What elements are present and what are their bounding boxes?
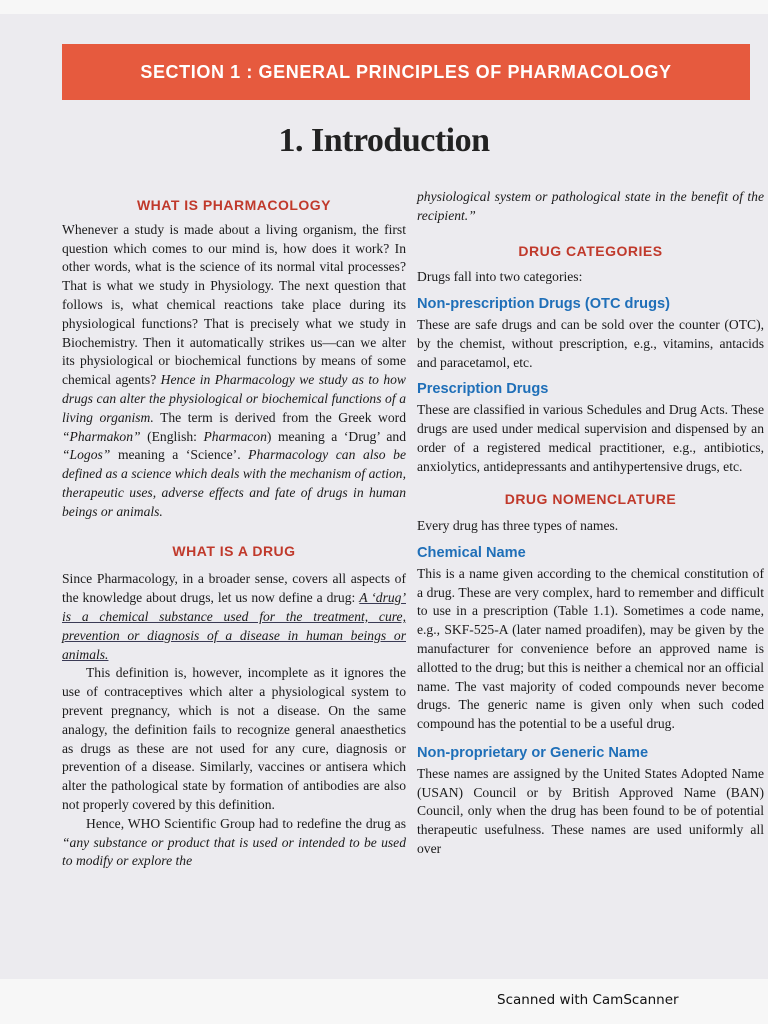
heading-what-is-a-drug: WHAT IS A DRUG	[172, 542, 296, 559]
chapter-title: 1. Introduction	[278, 122, 490, 159]
section-header-bar: SECTION 1 : GENERAL PRINCIPLES OF PHARMACOLOGY	[62, 44, 750, 100]
heading-otc-drugs: Non-prescription Drugs (OTC drugs)	[417, 296, 670, 313]
paragraph-who-definition: Hence, WHO Scientific Group had to redefine the drug as “any substance or product that is used or intended to be used to modify or explore the	[62, 815, 406, 869]
heading-what-is-pharmacology: WHAT IS PHARMACOLOGY	[136, 197, 332, 213]
paragraph-chemical-name: This is a name given according to the chemical constitution of a drug. These are very complex, hard to remember and difficult to use in a prescription (Table 1.1). Sometimes a code name, e.g., SKF-525-A (later named proadifen), may be given by the manufacturer for convenience before an approved name is allotted to the drug; but this is neither a chemical nor an official name. The vast majority of coded compounds never become drugs. The generic name is given only when such coded compound has the potential to be a useful drug.	[417, 565, 764, 732]
paragraph-nomenclature-intro: Every drug has three types of names.	[417, 518, 619, 534]
underlined-definition: A ‘drug’ is a chemical substance used for the treatment, cure, prevention or diagnosis of a disease in human beings or animals.	[62, 590, 406, 662]
paragraph-generic-name: These names are assigned by the United States Adopted Name (USAN) Council or by British Approved Name (BAN) Council, only when the drug has been found to be of potential therapeutic usefulness. These names are used uniformly all over	[417, 765, 764, 856]
book-page	[0, 14, 768, 979]
paragraph-otc: These are safe drugs and can be sold over the counter (OTC), by the chemist, without prescription, e.g., vitamins, antacids and paracetamol, etc.	[417, 316, 764, 370]
heading-prescription-drugs: Prescription Drugs	[417, 381, 549, 398]
paragraph-pharmacology: Whenever a study is made about a living organism, the first question which comes to our mind is, how does it work? In other words, what is the science of its normal vital processes? That is what we study in Physiology. The next question that follows is, what chemical reactions take place during its physiological functions? That is precisely what we study in Biochemistry. Then it automatically strikes us—can we alter its physiological or biochemical functions by means of some chemical agents? Hence in Pharmacology we study as to how drugs can alter the physiological or biochemical functions of a living organism. The term is derived from the Greek word “Pharmakon” (English: Pharmacon) meaning a ‘Drug’ and “Logos” meaning a ‘Science’. Pharmacology can also be defined as a science which deals with the mechanism of action, therapeutic uses, adverse effects and fate of drugs in human beings or animals.	[62, 221, 406, 519]
heading-chemical-name: Chemical Name	[417, 544, 526, 561]
paragraph-categories-intro: Drugs fall into two categories:	[417, 269, 583, 285]
left-column	[62, 196, 406, 871]
paragraph-incomplete-definition: This definition is, however, incomplete as it ignores the use of contraceptives which alter a physiological system to prevent pregnancy, which is not a disease. On the same analogy, the definition fails to recognize general anaesthetics as drugs as these are not used for any cure, diagnosis or prevention of a disease. Similarly, vaccines or antisera which alter the pathological state by formation of antibodies are also not properly covered by this definition.	[62, 665, 406, 812]
scanner-watermark: Scanned with CamScanner	[497, 992, 679, 1008]
paragraph-prescription: These are classified in various Schedules and Drug Acts. These drugs are used under medical supervision and dispensed by an order of a registered medical practitioner, e.g., antibiotics, anxiolytics, antidepressants and antihypertensive drugs, etc.	[417, 402, 764, 474]
right-column	[417, 188, 764, 859]
heading-drug-categories: DRUG CATEGORIES	[518, 242, 663, 259]
heading-drug-nomenclature: DRUG NOMENCLATURE	[504, 491, 677, 508]
heading-generic-name: Non-proprietary or Generic Name	[417, 744, 649, 761]
paragraph-who-continued: physiological system or pathological state in the benefit of the recipient.”	[417, 189, 764, 223]
paragraph-drug-definition: Since Pharmacology, in a broader sense, covers all aspects of the knowledge about drugs, let us now define a drug: A ‘drug’ is a chemical substance used for the treatment, cure, prevention or diagnosis of a disease in human beings or animals.	[62, 571, 406, 662]
